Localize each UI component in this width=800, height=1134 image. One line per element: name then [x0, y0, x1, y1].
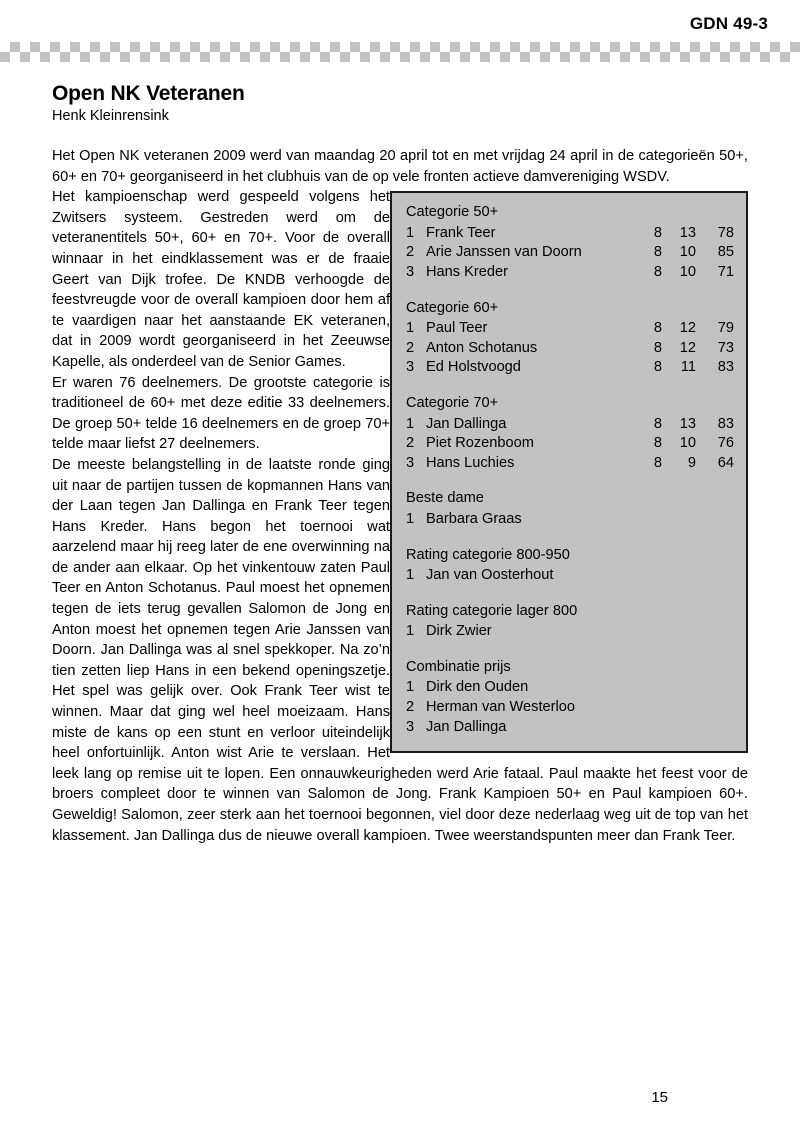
result-group-title: Rating categorie 800-950	[406, 546, 570, 563]
result-resistance: 79	[717, 320, 734, 337]
page-title: Open NK Veteranen	[52, 82, 245, 105]
result-row	[406, 319, 734, 339]
result-group	[406, 203, 734, 282]
result-points: 12	[679, 320, 696, 337]
result-rank: 3	[406, 454, 415, 471]
result-group-title: Rating categorie lager 800	[406, 602, 578, 619]
result-resistance: 83	[717, 415, 734, 432]
result-resistance: 85	[717, 244, 734, 261]
result-player: Herman van Westerloo	[426, 699, 575, 716]
result-player: Barbara Graas	[426, 510, 522, 527]
checkerboard-divider	[0, 42, 800, 62]
result-row	[406, 566, 734, 586]
result-player: Jan van Oosterhout	[426, 567, 554, 584]
paragraph-final-round: De meeste belangstelling in de laatste ronde ging uit naar de partijen tussen de kopmannen Hans van der Laan tegen Jan Dallinga en Frank Teer tegen Hans Kreder. Hans begon het toernooi wat aarzelend maar hij reeg later de ene overwinning na de ander aan elkaar. Op het vinkentouw zaten Paul Teer en Anton Schotanus. Paul moest het opnemen tegen de iets terug gevallen Salomon de Jong en Anton moest het opnemen tegen Arie Janssen van Doorn. Jan Dallinga was al snel spekkoper. Na zo’n tien zetten liep Hans in een bekend openingszetje. Het spel was gelijk over. Ook Frank Teer wist te winnen. Maar dat ging wel heel moeizaam. Hans miste de kans op een stunt en verloor uiteindelijk heel onfortuinlijk. Anton wist Arie te verslaan. Het leek lang op remise uit te lopen. Een onnauwkeurigheden werd Arie fataal. Paul maakte het feest voor de broers compleet door te winnen van Salomon de Jong. Frank Kampioen 50+ en Paul kampioen 60+. Geweldig! Salomon, zeer sterk aan het toernooi begonnen, viel door deze nederlaag weg uit de top van het klassement. Jan Dallinga dus de nieuwe overall kampioen. Twee weerstandspunten meer dan Frank Teer.	[52, 456, 748, 844]
result-player: Paul Teer	[426, 320, 488, 337]
result-resistance: 64	[717, 454, 734, 471]
result-points: 10	[679, 435, 696, 452]
result-rank: 2	[406, 339, 415, 356]
result-player: Jan Dallinga	[426, 718, 507, 735]
result-games: 8	[653, 263, 662, 280]
result-group	[406, 394, 734, 473]
result-resistance: 78	[717, 224, 734, 241]
result-player: Dirk Zwier	[426, 623, 492, 640]
result-rank: 1	[406, 415, 415, 432]
result-games: 8	[653, 359, 662, 376]
result-games: 8	[653, 415, 662, 432]
result-row	[406, 454, 734, 474]
result-rank: 1	[406, 567, 415, 584]
results-box	[390, 191, 748, 753]
result-games: 8	[653, 244, 662, 261]
result-rank: 1	[406, 320, 415, 337]
result-row	[406, 339, 734, 359]
result-group-title: Categorie 50+	[406, 204, 499, 221]
result-rank: 3	[406, 718, 415, 735]
result-rank: 1	[406, 623, 415, 640]
result-resistance: 73	[717, 339, 734, 356]
result-player: Hans Kreder	[426, 263, 508, 280]
result-games: 8	[653, 224, 662, 241]
result-rank: 2	[406, 699, 415, 716]
result-group	[406, 546, 734, 586]
page-number: 15	[651, 1089, 668, 1106]
paragraph-intro: Het Open NK veteranen 2009 werd van maandag 20 april tot en met vrijdag 24 april in de categorieën 50+, 60+ en 70+ georganiseerd in het clubhuis van de op vele fronten actieve damvereniging WSDV.	[52, 148, 748, 185]
result-resistance: 76	[717, 435, 734, 452]
result-player: Frank Teer	[426, 224, 496, 241]
result-row	[406, 678, 734, 698]
page-header	[0, 0, 800, 66]
result-rank: 2	[406, 435, 415, 452]
paragraph-format: Het kampioenschap werd gespeeld volgens het Zwitsers systeem. Gestreden werd om de veteranentitels 50+, 60+ en 70+. Voor de overall winnaar in het eindklassement was er de fraaie Geert van Dijk trofee. De KNDB verhoogde de feestvreugde voor de overall kampioen door hem af te vaardigen naar het aanstaande EK veteranen, dat in 2009 wordt georganiseerd in het Zeeuwse Kapelle, als onderdeel van de Senior Games.	[52, 189, 390, 370]
result-row	[406, 622, 734, 642]
result-games: 8	[653, 320, 662, 337]
result-resistance: 71	[717, 263, 734, 280]
result-resistance: 83	[717, 359, 734, 376]
result-player: Ed Holstvoogd	[426, 359, 521, 376]
result-games: 8	[653, 454, 662, 471]
result-points: 11	[680, 359, 696, 376]
result-row	[406, 243, 734, 263]
result-player: Piet Rozenboom	[426, 435, 534, 452]
result-group-title: Beste dame	[406, 490, 484, 507]
result-row	[406, 263, 734, 283]
result-rank: 1	[406, 224, 415, 241]
result-row	[406, 358, 734, 378]
result-player: Dirk den Ouden	[426, 679, 529, 696]
result-games: 8	[653, 339, 662, 356]
result-rank: 3	[406, 263, 415, 280]
result-group	[406, 489, 734, 529]
result-points: 10	[679, 263, 696, 280]
paragraph-participants: Er waren 76 deelnemers. De grootste categorie is traditioneel de 60+ met deze editie 33 deelnemers. De groep 50+ telde 16 deelnemers en de groep 70+ telde maar liefst 27 deelnemers.	[52, 374, 390, 453]
result-rank: 2	[406, 244, 415, 261]
issue-tag: GDN 49-3	[689, 14, 768, 33]
result-points: 13	[679, 415, 696, 432]
result-group	[406, 602, 734, 642]
result-row	[406, 718, 734, 738]
result-group	[406, 658, 734, 737]
result-player: Anton Schotanus	[426, 339, 538, 356]
result-player: Hans Luchies	[426, 454, 515, 471]
result-row	[406, 698, 734, 718]
result-group-title: Combinatie prijs	[406, 658, 511, 675]
result-group-title: Categorie 60+	[406, 299, 499, 316]
article-body	[0, 66, 800, 846]
result-points: 12	[679, 339, 696, 356]
result-rank: 1	[406, 679, 415, 696]
result-player: Arie Janssen van Doorn	[426, 244, 582, 261]
result-row	[406, 510, 734, 530]
result-player: Jan Dallinga	[426, 415, 507, 432]
result-rank: 3	[406, 359, 415, 376]
result-points: 13	[679, 224, 696, 241]
result-games: 8	[653, 435, 662, 452]
result-rank: 1	[406, 510, 415, 527]
result-row	[406, 415, 734, 435]
result-row	[406, 224, 734, 244]
result-points: 10	[679, 244, 696, 261]
result-group-title: Categorie 70+	[406, 394, 499, 411]
result-group	[406, 299, 734, 378]
result-row	[406, 434, 734, 454]
result-points: 9	[687, 454, 696, 471]
article-byline: Henk Kleinrensink	[52, 108, 169, 124]
